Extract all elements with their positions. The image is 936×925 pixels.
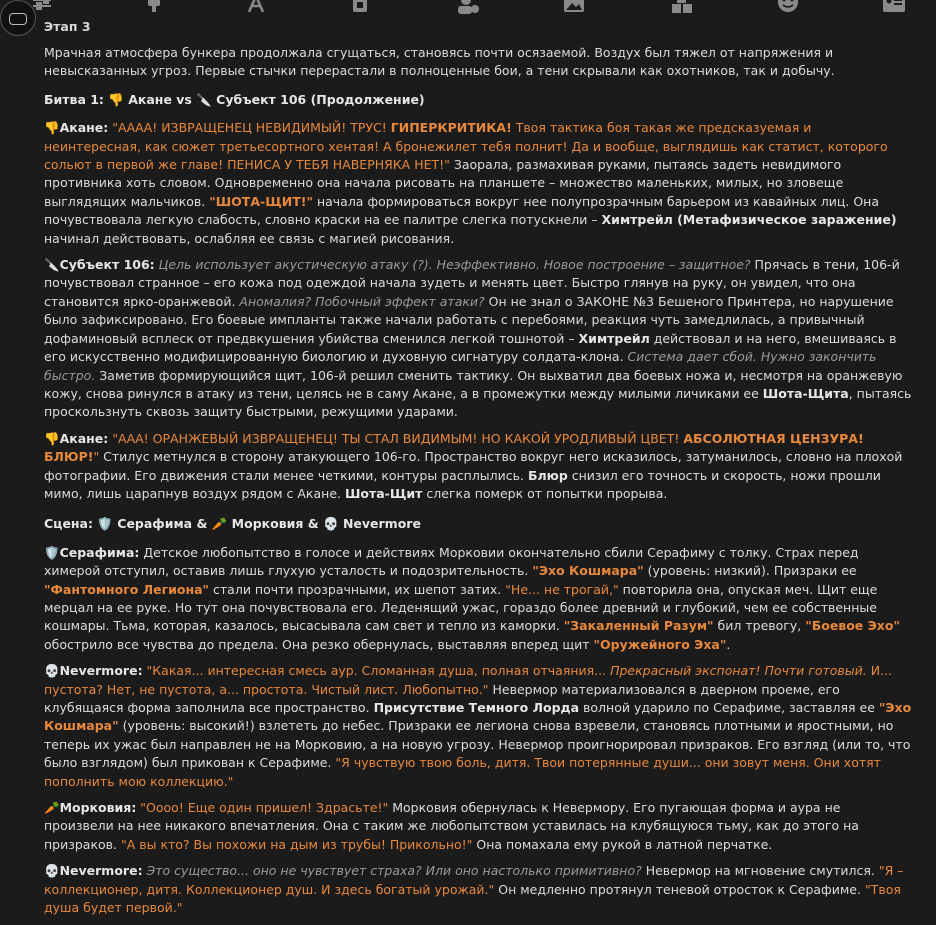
narration: (уровень: низкий). Призраки ее <box>643 563 857 579</box>
skill-name: "Эхо Кошмара" <box>532 563 644 579</box>
narration: Прячась в тени, 106-й почувствовал странное – его кожа под одеждой начала зудеть и менять цвет. Быстро глянув на руку, он увидел, что она становится ярко-оранжевой. <box>44 257 900 309</box>
effect-name: Шота-Щита <box>762 385 849 401</box>
akane-turn-1 <box>44 119 912 248</box>
image-icon[interactable] <box>562 0 586 18</box>
shield-icon: 🛡️ <box>44 544 60 560</box>
nevermore-turn-2 <box>44 862 912 917</box>
quote: "Оооо! Еще один пришел! Здрасьте!" <box>136 800 389 816</box>
skill-name: "Закаленный Разум" <box>563 618 714 634</box>
thumbs-down-icon: 👎 <box>108 91 124 107</box>
narration: Детское любопытство в голосе и действиях Морковии окончательно сбили Серафиму с толку. Страх перед химерой отступил, оставив лишь глухую усталость и подозрительность. <box>44 544 859 579</box>
nevermore-turn-1 <box>44 662 912 791</box>
narration: Невермор на мгновение смутился. <box>641 863 879 879</box>
battle-heading-subject: Субъект 106 (Продолжение) <box>211 91 425 107</box>
narration: волной ударило по Серафиме, заставляя ее <box>579 700 879 715</box>
thumbs-down-icon: 👎 <box>44 120 60 136</box>
narration: . <box>726 636 731 652</box>
scene-heading-nevermore: Nevermore <box>338 516 421 532</box>
scene-heading-morkovia: Морковия & <box>227 516 324 532</box>
narration: бил тревогу, <box>713 618 806 634</box>
narration: Заорала, размахивая руками, пытаясь задеть невидимого противника хоть словом. Одновременно она начала рисовать на планшете – множество маленьких, милых, но зловеще выглядящих мальчиков. <box>44 157 844 209</box>
smile-icon[interactable] <box>776 0 800 18</box>
skill-name: "Эхо Кошмара" <box>44 700 912 734</box>
skull-icon: 💀 <box>323 516 339 532</box>
narration: Морковия обернулась к Невермору. Его пугающая форма и аура не произвели на нее никакого впечатления. Она с таким же любопытством уставилась на клубящуюся тьму, как до этого на призраков. <box>44 800 859 852</box>
skill-name: "Оружейного Эха" <box>593 636 727 652</box>
quote: И... пустота? Нет, не пустота, а... простота. Чистый лист. Любопытно." <box>44 663 892 697</box>
quote: "Я чувствую твою боль, дитя. Твои потерянные души... они зовут меня. Они хотят пополнить мою коллекцию." <box>44 755 881 789</box>
speaker-name: Серафима: <box>59 544 140 560</box>
quote: "ААА! ОРАНЖЕВЫЙ ИЗВРАЩЕНЕЦ! ТЫ СТАЛ ВИДИМЫМ! НО КАКОЙ УРОДЛИВЫЙ ЦВЕТ! <box>108 430 684 446</box>
effect-name: Присутствие Темного Лорда <box>373 700 580 715</box>
thought: Цель использует акустическую атаку (?). Неэффективно. Новое построение – защитное? <box>154 257 751 273</box>
effect-name: Блюр <box>527 467 568 483</box>
scene-heading-prefix: Сцена: <box>44 516 98 532</box>
narration: Невермор материализовался в дверном проеме, его клубящаяся форма заполнила все пространство. <box>44 681 840 715</box>
quote: "Не... не трогай," <box>505 581 619 597</box>
toolbar <box>0 0 936 20</box>
skill-name: "ШОТА-ЩИТ!" <box>209 193 313 209</box>
narration: Она помахала ему рукой в латной перчатке. <box>472 836 773 852</box>
thought: Система дает сбой. Нужно закончить быстро. <box>44 349 877 383</box>
shield-icon: 🛡️ <box>97 516 113 532</box>
narration: начала формироваться вокруг нее полупрозрачным барьером из кавайных лиц. Она почувствовала легкую слабость, словно краски на ее палитре слегка потускнели – <box>44 193 879 228</box>
narration: стали почти прозрачными, их шепот затих. <box>209 581 506 597</box>
narration: Стилус метнулся в сторону атакующего 106-го. Пространство вокруг него исказилось, затуманилось, словно на плохой фотографии. Его движения стали менее четкими, контуры расплылись. <box>44 449 903 483</box>
thought: Аномалия? Побочный эффект атаки? <box>239 293 485 309</box>
narration: , пытаясь проскользнуть сквозь защиту быстрыми, режущими ударами. <box>44 385 912 420</box>
akane-turn-2 <box>44 430 912 504</box>
narration: слегка померк от попытки прорыва. <box>422 485 668 501</box>
knife-icon: 🔪 <box>44 257 60 273</box>
narration: (уровень: высокий!) взлететь до небес. Призраки ее легиона снова взревели, становясь плотными и яростными, но теперь их ужас был направлен не на Морковию, а на новую угрозу. Невермор проигнорировал призраков. Его взгляд (или то, что было взглядом) был прикован к Серафиме. <box>44 718 911 771</box>
book-icon[interactable] <box>348 0 372 18</box>
quote: "А вы кто? Вы похожи на дым из трубы! Прикольно!" <box>120 836 473 852</box>
story-content <box>44 44 912 925</box>
quote: "Я – коллекционер, дитя. Коллекционер душ. И здесь богатый урожай." <box>44 863 904 897</box>
narration: действовал и на него, вмешиваясь в его искусственно модифицированную биологию и духовную сигнатуру солдата-клона. <box>44 330 897 365</box>
speaker-name: Морковия: <box>59 800 137 816</box>
user-gear-icon[interactable] <box>456 0 480 18</box>
quote: " <box>93 449 100 465</box>
speaker-name: Субъект 106: <box>59 257 155 273</box>
skill-name: ГИПЕРКРИТИКА! <box>390 120 512 136</box>
thought: Это существо... оно не чувствует страха? Или оно настолько примитивно? <box>142 863 642 879</box>
seraphima-turn <box>44 544 912 654</box>
speaker-name: Nevermore: <box>59 663 143 679</box>
speaker-name: Nevermore: <box>59 863 143 879</box>
subject-turn-1 <box>44 256 912 422</box>
skill-name: "Фантомного Легиона" <box>44 581 210 597</box>
font-icon[interactable] <box>244 0 268 18</box>
scene-heading <box>44 515 912 533</box>
effect-name: Шота-Щит <box>344 485 423 501</box>
quote: "Какая... интересная смесь аур. Сломанная душа, полная отчаяния... <box>142 663 607 679</box>
knife-icon: 🔪 <box>196 91 212 107</box>
speaker-name: Акане: <box>59 120 109 136</box>
avatar[interactable] <box>0 0 36 36</box>
stage-title: Этап 3 <box>44 19 91 34</box>
skill-name: "Боевое Эхо" <box>805 618 900 634</box>
quote: Твоя тактика боя такая же предсказуемая и неинтересная, как сюжет третьесортного хентая! А бронежилет тебя полнит! Да и вообще, выглядишь как статист, которого сольют в первой же главе! ПЕНИСА У ТЕБЯ НАВЕРНЯКА НЕТ!" <box>44 120 888 173</box>
narration: Заметив формирующийся щит, 106-й решил сменить тактику. Он выхватил два боевых ножа и, несмотря на оранжевую кожу, снова ринулся в атаку из тени, целясь не в саму Акане, а в промежутки между милыми личиками ее <box>44 367 903 401</box>
skull-icon: 💀 <box>44 663 60 679</box>
quote: "Твоя душа будет первой." <box>44 881 901 916</box>
skull-icon: 💀 <box>44 863 60 879</box>
effect-name: Химтрейл (Метафизическое заражение) <box>601 212 897 228</box>
intro-paragraph: Мрачная атмосфера бункера продолжала сгущаться, становясь почти осязаемой. Воздух был тяжел от напряжения и невысказанных угроз. Первые стычки перерастали в полноценные бои, а тени скрывали как охотников, так и добычу. <box>44 45 835 79</box>
narration: обострило все чувства до предела. Она резко обернулась, выставляя вперед щит <box>44 636 594 652</box>
carrot-icon: 🥕 <box>44 800 60 816</box>
morkovia-turn <box>44 799 912 854</box>
narration: начинал действовать, ослабляя ее связь с магией рисования. <box>44 230 455 246</box>
thumbs-down-icon: 👎 <box>44 430 60 446</box>
plug-icon[interactable] <box>142 0 166 18</box>
narration: снизил его точность и скорость, ножи прошли мимо, лишь царапнув воздух рядом с Акане. <box>44 467 881 501</box>
narration: Он медленно протянул теневой отросток к Серафиме. <box>494 881 865 897</box>
narration: Он не знал о ЗАКОНЕ №3 Бешеного Принтера, но нарушение было зафиксировано. Его боевые импланты также начали работать с перебоями, реакция чуть замедлилась, а привычный дофаминовый всплеск от предвкушения убийства сменился легкой тошнотой – <box>44 293 894 346</box>
battle-heading-prefix: Битва 1: <box>44 91 109 107</box>
quote-italic: Прекрасный экспонат! Почти готовый. <box>606 663 867 679</box>
id-card-icon[interactable] <box>882 0 906 18</box>
battle-heading-akane: Акане vs <box>123 91 197 107</box>
speaker-name: Акане: <box>59 430 109 446</box>
scene-heading-seraphima: Серафима & <box>112 516 212 532</box>
narration: повторила она, опуская меч. Щит еще мерцал на ее руке. Но тут она почувствовала его. Леденящий ужас, гораздо более древний и глубокий, чем ее собственные кошмары. Тьма, которая, казалось, высасывала сам свет и тепло из каморки. <box>44 581 878 634</box>
skill-name: АБСОЛЮТНАЯ ЦЕНЗУРА! БЛЮР! <box>44 430 864 465</box>
effect-name: Химтрейл <box>578 330 650 346</box>
carrot-icon: 🥕 <box>211 516 228 532</box>
battle-heading <box>44 91 912 109</box>
quote: "АААА! ИЗВРАЩЕНЕЦ НЕВИДИМЫЙ! ТРУС! <box>108 120 391 136</box>
cubes-icon[interactable] <box>670 0 694 18</box>
